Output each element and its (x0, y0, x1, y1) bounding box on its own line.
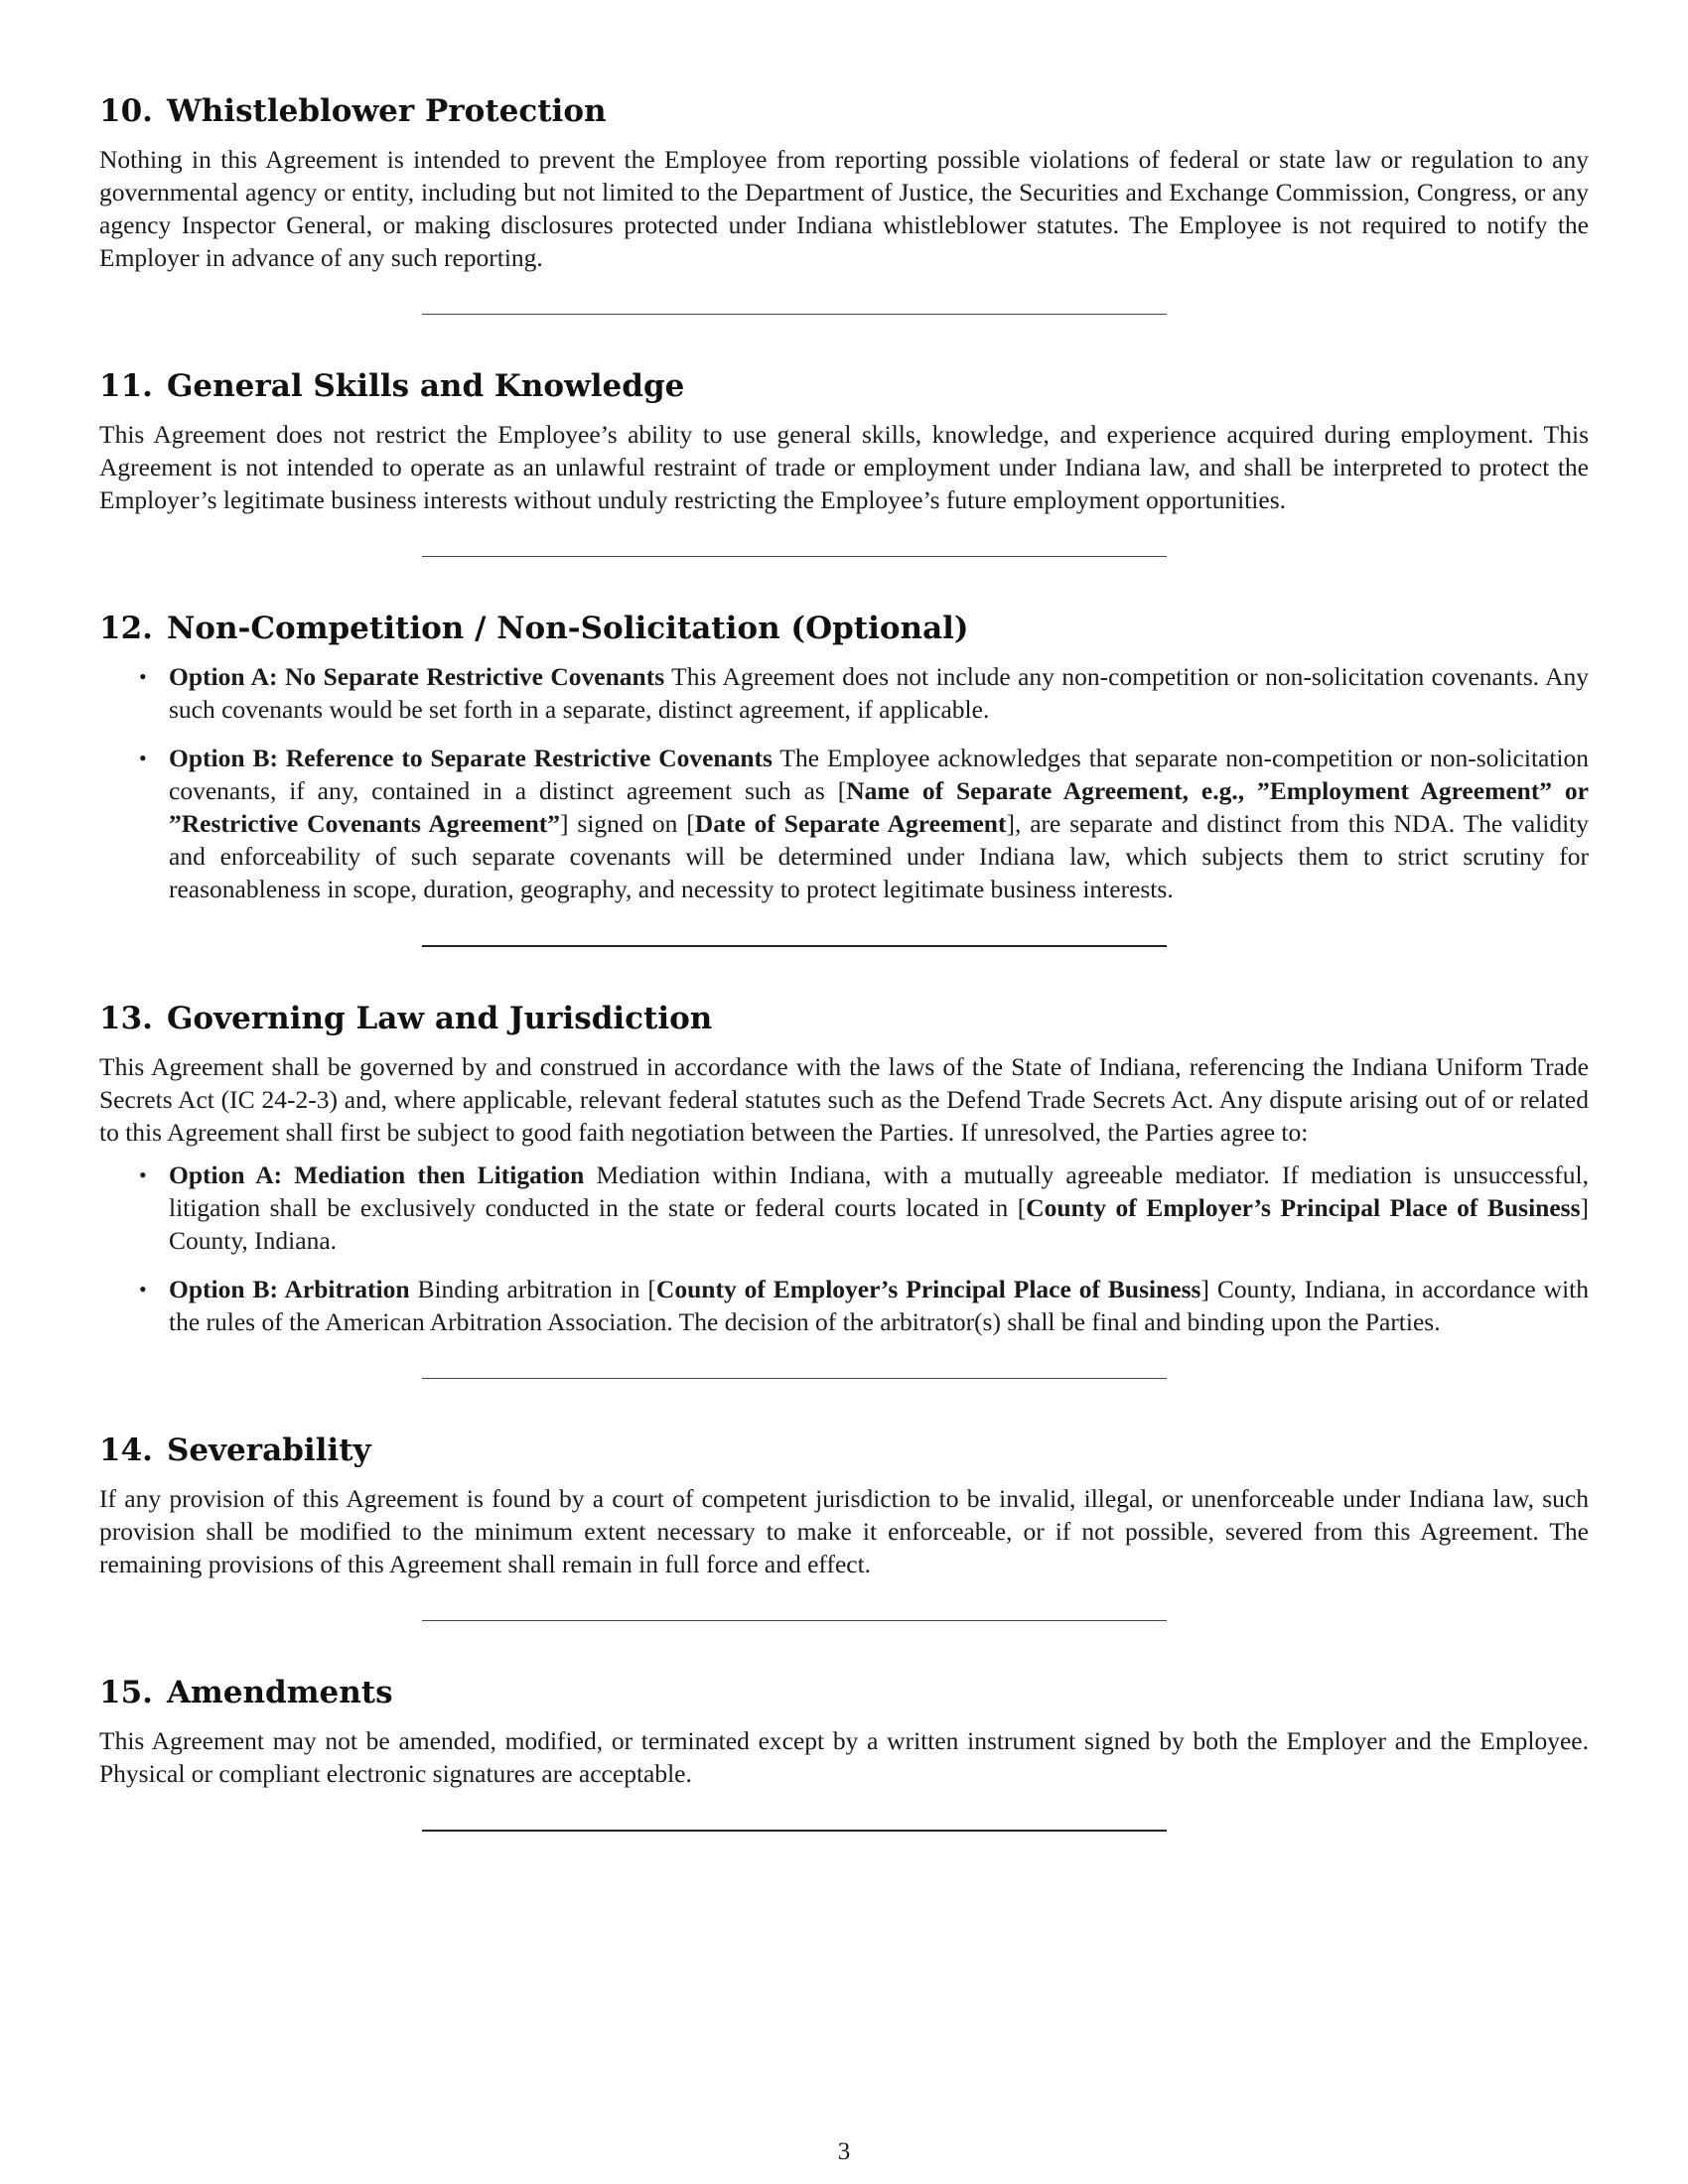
section-11 (99, 366, 1589, 516)
placeholder-county: County of Employer’s Principal Place of Business (655, 1275, 1201, 1303)
option-list (99, 1159, 1589, 1338)
section-body: If any provision of this Agreement is found by a court of competent jurisdiction to be invalid, illegal, or unenforceable under Indiana law, such provision shall be modified to the minimum extent necessary to make it enforceable, or if not possible, severed from this Agreement. The remaining provisions of this Agreement shall remain in full force and effect. (99, 1484, 1589, 1578)
section-divider (422, 1830, 1167, 1832)
option-text: ] signed on [ (560, 809, 695, 838)
section-title: Amendments (166, 1675, 393, 1710)
option-label: Option B: Reference to Separate Restrictive Covenants (169, 744, 773, 772)
section-number: 13. (99, 1001, 153, 1036)
placeholder-agreement-name: Name of Separate Agreement, e.g., ”Employment Agreement” or ”Restrictive Covenants Agreement” (169, 776, 1589, 838)
list-item (99, 742, 1589, 905)
section-13 (99, 999, 1589, 1338)
section-body: This Agreement does not restrict the Employee’s ability to use general skills, knowledge, and experience acquired during employment. This Agreement is not intended to operate as an unlawful restraint of trade or employment under Indiana law, and shall be interpreted to protect the Employer’s legitimate business interests without unduly restricting the Employee’s future employment opportunities. (99, 420, 1589, 514)
option-label: Option B: Arbitration (169, 1275, 410, 1303)
section-number: 12. (99, 611, 153, 646)
section-number: 14. (99, 1433, 153, 1468)
option-text: ] County, Indiana. (169, 1193, 1589, 1255)
bullet-icon: • (139, 1162, 147, 1187)
section-title: Whistleblower Protection (166, 93, 607, 129)
section-title: Governing Law and Jurisdiction (166, 1001, 713, 1036)
section-title: Severability (166, 1433, 371, 1468)
option-label: Option A: No Separate Restrictive Covenants (169, 662, 665, 691)
bullet-icon: • (139, 664, 147, 689)
option-text: Binding arbitration in [ (409, 1275, 656, 1303)
section-body: This Agreement may not be amended, modified, or terminated except by a written instrument signed by both the Employer and the Employee. Physical or compliant electronic signatures are acceptable. (99, 1726, 1589, 1788)
placeholder-county: County of Employer’s Principal Place of Business (1026, 1193, 1581, 1222)
section-divider (422, 945, 1167, 947)
bullet-icon: • (139, 1277, 147, 1301)
section-heading (99, 1431, 1589, 1470)
list-item (99, 1159, 1589, 1257)
section-number: 11. (99, 368, 153, 404)
section-divider (422, 314, 1167, 315)
bullet-icon: • (139, 746, 147, 770)
section-heading (99, 999, 1589, 1038)
section-14 (99, 1431, 1589, 1580)
section-heading (99, 91, 1589, 131)
section-10 (99, 91, 1589, 274)
section-body: This Agreement shall be governed by and construed in accordance with the laws of the State of Indiana, referencing the Indiana Uniform Trade Secrets Act (IC 24-2-3) and, where applicable, relevant federal statutes such as the Defend Trade Secrets Act. Any dispute arising out of or related to this Agreement shall first be subject to good faith negotiation between the Parties. If unresolved, the Parties agree to: (99, 1052, 1589, 1147)
section-heading (99, 1673, 1589, 1712)
section-divider (422, 1378, 1167, 1379)
list-item (99, 1273, 1589, 1338)
placeholder-agreement-date: Date of Separate Agreement (694, 809, 1007, 838)
page-number: 3 (837, 2138, 851, 2165)
section-body: Nothing in this Agreement is intended to prevent the Employee from reporting possible violations of federal or state law or regulation to any governmental agency or entity, including but not limited to the Department of Justice, the Securities and Exchange Commission, Congress, or any agency Inspector General, or making disclosures protected under Indiana whistleblower statutes. The Employee is not required to notify the Employer in advance of any such reporting. (99, 145, 1589, 272)
section-title: General Skills and Knowledge (166, 368, 685, 404)
section-divider (422, 1620, 1167, 1621)
page-content (99, 91, 1589, 1883)
section-heading (99, 609, 1589, 648)
section-heading (99, 366, 1589, 406)
option-list (99, 660, 1589, 905)
section-12 (99, 609, 1589, 905)
section-number: 15. (99, 1675, 153, 1710)
section-number: 10. (99, 93, 153, 129)
option-text: The Employee acknowledges that separate non-competition or non-solicitation covenants, if any, contained in a distinct agreement such as [ (169, 744, 1590, 805)
option-text: ], are separate and distinct from this NDA. The validity and enforceability of such separate covenants will be determined under Indiana law, which subjects them to strict scrutiny for reasonableness in scope, duration, geography, and necessity to protect legitimate business interests. (169, 809, 1590, 903)
option-text: Mediation within Indiana, with a mutually agreeable mediator. If mediation is unsuccessful, litigation shall be exclusively conducted in the state or federal courts located in [ (169, 1160, 1589, 1222)
option-label: Option A: Mediation then Litigation (169, 1160, 585, 1189)
section-title: Non-Competition / Non-Solicitation (Optional) (166, 611, 969, 646)
option-text: ] County, Indiana, in accordance with the rules of the American Arbitration Association. The decision of the arbitrator(s) shall be final and binding upon the Parties. (169, 1275, 1590, 1336)
option-text: This Agreement does not include any non-competition or non-solicitation covenants. Any such covenants would be set forth in a separate, distinct agreement, if applicable. (169, 662, 1589, 724)
section-15 (99, 1673, 1589, 1790)
list-item (99, 660, 1589, 726)
section-divider (422, 556, 1167, 557)
